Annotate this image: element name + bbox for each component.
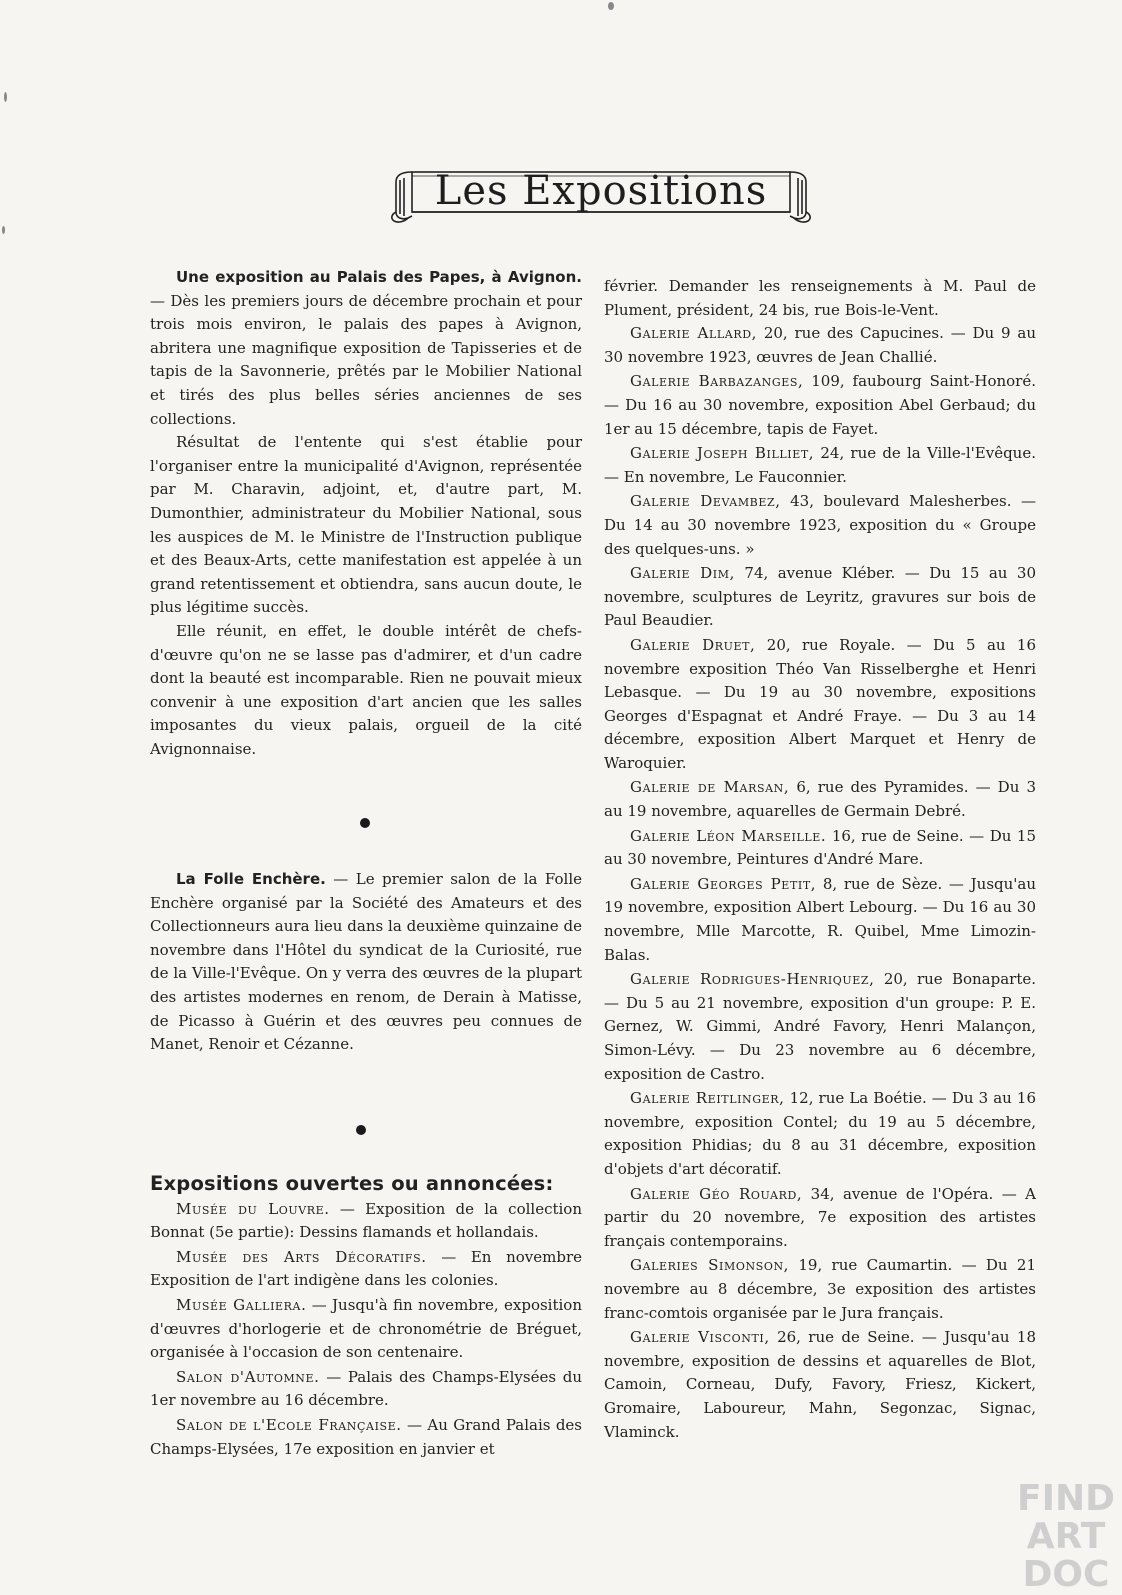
exhibition-entry — [604, 825, 1036, 872]
exhibition-entry — [604, 370, 1036, 441]
venue-name: Galerie Géo Rouard, — [630, 1184, 803, 1203]
entry-text: — Au Grand Palais des Champs-Elysées, 17e exposition en janvier et — [150, 1415, 583, 1458]
separator-bullet — [360, 818, 370, 828]
venue-name: Salon d'Automne. — [176, 1367, 320, 1386]
entry-text: 20, rue Bonaparte. — Du 5 au 21 novembre, exposition d'un groupe: P. E. Gernez, W. Gimmi, André Favory, Henri Malançon, Simon-Lévy. — Du 23 novembre au 6 décembre, exposition de Castro. — [604, 970, 1036, 1083]
entry-text: 24, rue de la Ville-l'Evêque. — En novembre, Le Fauconnier. — [604, 444, 1036, 486]
exhibition-entry — [150, 1198, 582, 1245]
exhibition-entry — [604, 442, 1036, 489]
venue-name: Musée Galliera. — [176, 1295, 307, 1314]
article-heading: Une exposition au Palais des Papes, à Avignon. — [176, 268, 582, 286]
exhibition-entry — [604, 322, 1036, 369]
exhibition-entry — [150, 1366, 582, 1413]
exhibition-entry — [604, 776, 1036, 823]
venue-name: Galerie Devambez, — [630, 492, 781, 511]
exhibition-entry — [604, 634, 1036, 776]
section-title: Expositions ouvertes ou annoncées: — [150, 1172, 554, 1195]
venue-name: Galerie Léon Marseille. — [630, 826, 827, 845]
title-banner — [390, 166, 812, 224]
print-speck — [4, 92, 7, 102]
entry-text: 6, rue des Pyramides. — Du 3 au 19 novembre, aquarelles de Germain Debré. — [604, 778, 1037, 821]
exhibition-list-right — [604, 322, 1036, 1444]
entry-text: 109, faubourg Saint-Honoré. — Du 16 au 30 novembre, exposition Abel Gerbaud; du 1er au 15 décembre, tapis de Fayet. — [604, 372, 1036, 438]
exhibition-entry — [150, 1294, 582, 1365]
venue-name: Galerie Reitlinger, — [630, 1089, 785, 1108]
entry-text: — Exposition de la collection Bonnat (5e partie): Dessins flamands et hollandais. — [150, 1199, 582, 1242]
entry-text: 8, rue de Sèze. — Jusqu'au 19 novembre, exposition Albert Lebourg. — Du 16 au 30 novembre, Mlle Marcotte, R. Quibel, Mme Limozin-Balas. — [604, 874, 1037, 964]
exhibition-entry — [604, 1087, 1036, 1181]
venue-name: Salon de l'Ecole Française. — [176, 1415, 402, 1434]
venue-name: Galerie Joseph Billiet, — [630, 444, 815, 463]
continued-text: février. Demander les renseignements à M. Paul de Plument, président, 24 bis, rue Bois-le-Vent. — [604, 277, 1036, 319]
exhibition-entry — [604, 1326, 1036, 1444]
exhibition-entry — [604, 490, 1036, 561]
venue-name: Galerie Visconti, — [630, 1328, 770, 1347]
article-avignon-p1: Une exposition au Palais des Papes, à Avignon. — Dès les premiers jours de décembre prochain et pour trois mois environ, le palais des papes à Avignon, abritera une magnifique exposition de Tapisseries et de tapis de la Savonnerie, prêtés par le Mobilier National et tirés des plus belles séries anciennes de ses collections. — [150, 268, 582, 428]
print-speck — [608, 2, 614, 10]
exhibition-entry — [604, 968, 1036, 1086]
page-title: Les Expositions — [434, 168, 768, 214]
entry-text: 20, rue des Capucines. — Du 9 au 30 novembre 1923, œuvres de Jean Challié. — [604, 324, 1036, 366]
article-avignon-p3: Elle réunit, en effet, le double intérêt de chefs-d'œuvre qu'on ne se lasse pas d'admirer, et d'un cadre dont la beauté est incomparable. Rien ne pouvait mieux convenir à une exposition d'art ancien que les salles imposantes du vieux palais, orgueil de la cité Avignonnaise. — [150, 621, 582, 758]
venue-name: Galerie Barbazanges, — [630, 372, 804, 391]
venue-name: Galerie Georges Petit, — [630, 874, 817, 893]
article-folle-enchere: La Folle Enchère. — Le premier salon de la Folle Enchère organisé par la Société des Amateurs et des Collectionneurs aura lieu dans la deuxième quinzaine de novembre dans l'Hôtel du syndicat de la Curiosité, rue de la Ville-l'Evêque. On y verra des œuvres de la plupart des artistes modernes en renom, de Derain à Matisse, de Picasso à Guérin et des œuvres peu connues de Manet, Renoir et Cézanne. — [150, 870, 583, 1054]
exhibition-entry — [604, 1183, 1036, 1254]
entry-text: 43, boulevard Malesherbes. — Du 14 au 30 novembre 1923, exposition du « Groupe des quelques-uns. » — [604, 492, 1036, 558]
entry-text: 20, rue Royale. — Du 5 au 16 novembre exposition Théo Van Risselberghe et Henri Lebasque. — Du 19 au 30 novembre, expositions Georges d'Espagnat et André Fraye. — Du 3 au 14 décembre, exposition Albert Marquet et Henry de Waroquier. — [604, 635, 1036, 772]
left-column-list — [150, 1172, 582, 1462]
venue-name: Galerie Druet, — [630, 635, 756, 654]
entry-text: 16, rue de Seine. — Du 15 au 30 novembre, Peintures d'André Mare. — [604, 826, 1036, 869]
venue-name: Musée des Arts Décoratifs. — [176, 1247, 427, 1266]
entry-text: 19, rue Caumartin. — Du 21 novembre au 8 décembre, 3e exposition des artistes franc-comtois organisée par le Jura français. — [604, 1256, 1037, 1322]
exhibition-entry — [150, 1246, 582, 1293]
venue-name: Galerie Allard, — [630, 324, 757, 343]
article-avignon-p2: Résultat de l'entente qui s'est établie pour l'organiser entre la municipalité d'Avignon, représentée par M. Charavin, adjoint, et, d'autre part, M. Dumonthier, administrateur du Mobilier National, sous les auspices de M. le Ministre de l'Instruction publique et des Beaux-Arts, cette manifestation est appelée à un grand retentissement et obtiendra, sans aucun doute, le plus légitime succès. — [150, 433, 582, 617]
watermark-logo: FIND ART DOC — [1017, 1478, 1115, 1595]
venue-name: Galeries Simonson, — [630, 1256, 790, 1275]
separator-bullet — [356, 1125, 366, 1135]
left-column — [150, 266, 582, 761]
entry-text: 74, avenue Kléber. — Du 15 au 30 novembre, sculptures de Leyritz, gravures sur bois de Paul Beaudier. — [604, 564, 1036, 630]
venue-name: Galerie de Marsan, — [630, 778, 790, 797]
venue-name: Galerie Rodrigues-Henriquez, — [630, 970, 875, 989]
print-speck — [2, 226, 5, 234]
entry-text: 12, rue La Boétie. — Du 3 au 16 novembre, exposition Contel; du 19 au 5 décembre, exposition Phidias; du 8 au 31 décembre, exposition d'objets d'art décoratif. — [604, 1089, 1037, 1178]
venue-name: Galerie Dim, — [630, 564, 735, 583]
entry-text: 26, rue de Seine. — Jusqu'au 18 novembre, exposition de dessins et aquarelles de Blot, Camoin, Corneau, Dufy, Favory, Friesz, Kickert, Gromaire, Laboureur, Mahn, Segonzac, Signac, Vlaminck. — [604, 1328, 1037, 1441]
entry-text: — Jusqu'à fin novembre, exposition d'œuvres d'horlogerie et de chronométrie de Bréguet, organisée à l'occasion de son centenaire. — [150, 1295, 582, 1362]
venue-name: Musée du Louvre. — [176, 1199, 330, 1218]
exhibition-entry — [604, 562, 1036, 633]
left-column-folle — [150, 868, 582, 1057]
exhibition-entry — [604, 1254, 1036, 1325]
exhibition-entry — [150, 1414, 582, 1461]
right-column — [604, 275, 1036, 1445]
exhibition-list-left — [150, 1198, 582, 1462]
entry-text: 34, avenue de l'Opéra. — A partir du 20 novembre, 7e exposition des artistes français contemporains. — [604, 1184, 1036, 1250]
entry-text: — Palais des Champs-Elysées du 1er novembre au 16 décembre. — [150, 1367, 582, 1410]
exhibition-entry — [604, 873, 1036, 967]
entry-text: — En novembre Exposition de l'art indigène dans les colonies. — [150, 1247, 582, 1290]
article-heading: La Folle Enchère. — [176, 870, 326, 888]
